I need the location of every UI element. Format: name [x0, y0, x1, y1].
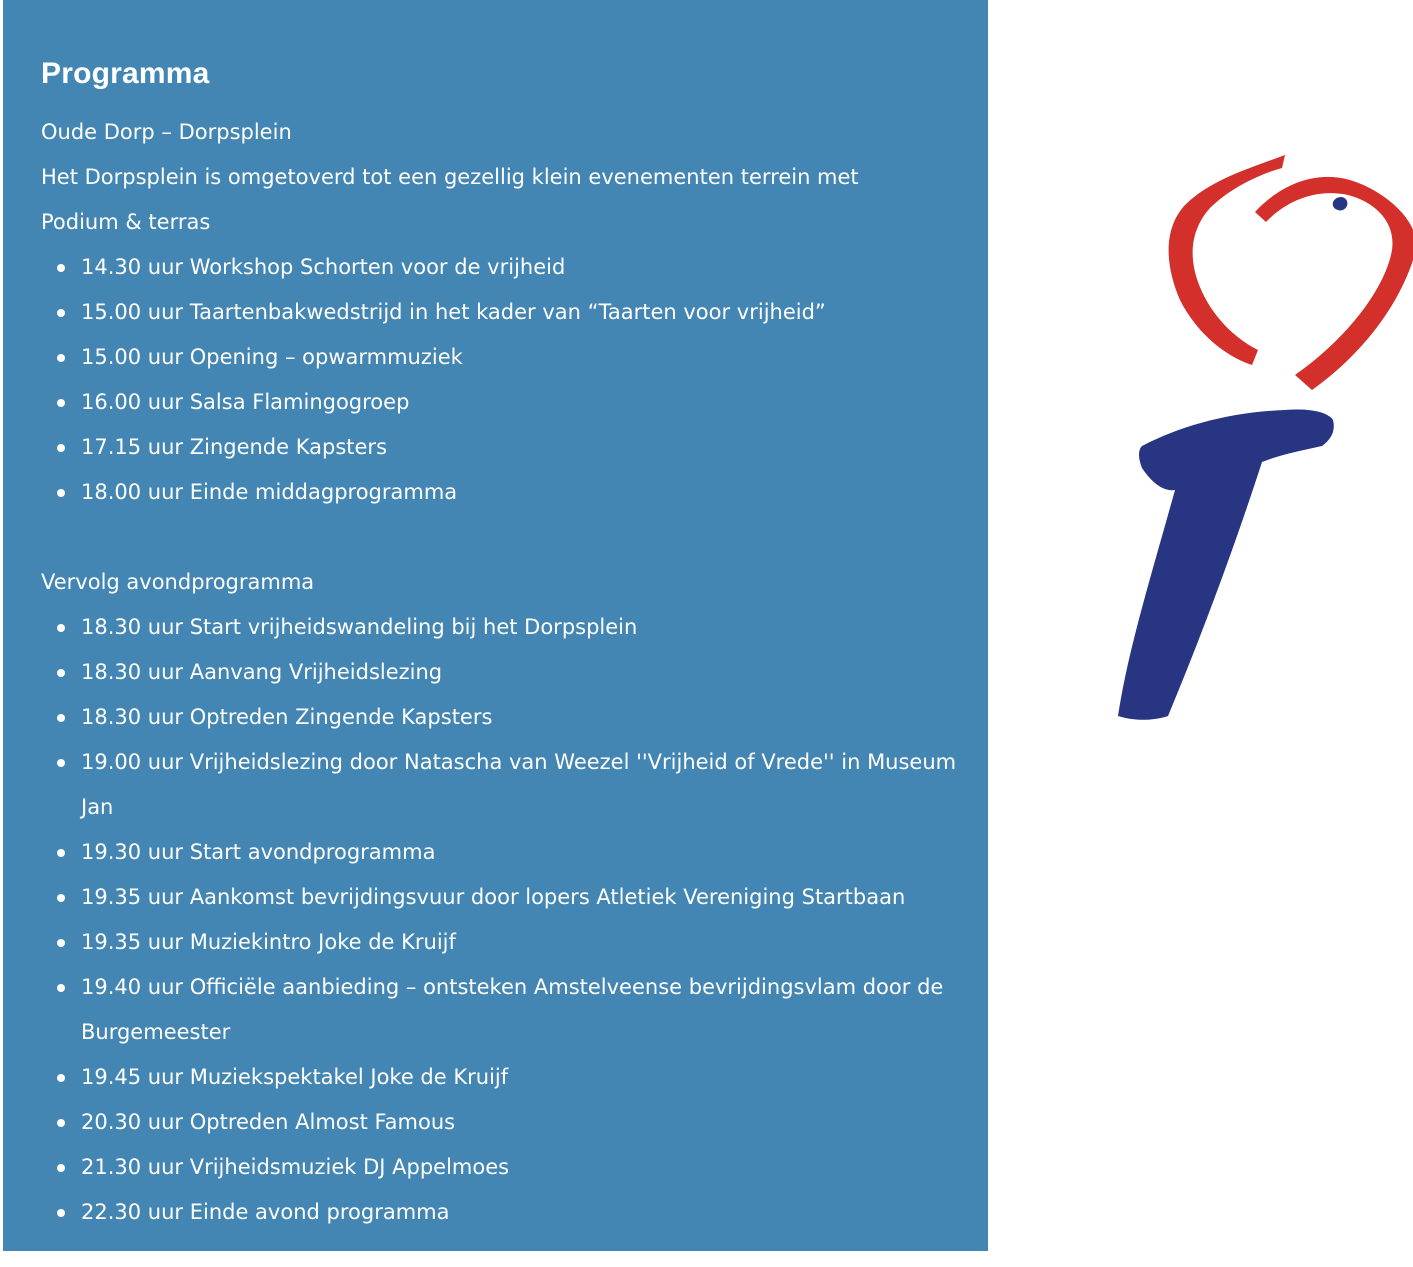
torch-handle [1118, 409, 1334, 719]
program-item: 19.35 uur Muziekintro Joke de Kruijf [41, 920, 961, 965]
program-item: 17.15 uur Zingende Kapsters [41, 425, 961, 470]
intro-text-line-1: Het Dorpsplein is omgetoverd tot een gezellig klein evenementen terrein met [41, 165, 859, 189]
program-item: 18.30 uur Optreden Zingende Kapsters [41, 695, 961, 740]
program-item: 16.00 uur Salsa Flamingogroep [41, 380, 961, 425]
program-item: 15.00 uur Opening – opwarmmuziek [41, 335, 961, 380]
program-item: 19.30 uur Start avondprogramma [41, 830, 961, 875]
program-item: 18.00 uur Einde middagprogramma [41, 470, 961, 515]
evening-heading: Vervolg avondprogramma [41, 570, 315, 594]
program-item: 19.45 uur Muziekspektakel Joke de Kruijf [41, 1055, 961, 1100]
flame-right-stroke [1255, 177, 1413, 390]
program-item: 20.30 uur Optreden Almost Famous [41, 1100, 961, 1145]
page-title: Programma [41, 57, 210, 90]
program-item: 19.40 uur Officiële aanbieding – ontsteken Amstelveense bevrijdingsvlam door de Burgemeester [41, 965, 961, 1055]
program-item: 19.00 uur Vrijheidslezing door Natascha van Weezel ''Vrijheid of Vrede'' in Museum Jan [41, 740, 961, 830]
program-item: 18.30 uur Aanvang Vrijheidslezing [41, 650, 961, 695]
program-item: 18.30 uur Start vrijheidswandeling bij het Dorpsplein [41, 605, 961, 650]
location-text: Oude Dorp – Dorpsplein [41, 120, 292, 144]
evening-program-list [41, 605, 988, 1235]
afternoon-program-list [41, 245, 988, 515]
program-item: 14.30 uur Workshop Schorten voor de vrijheid [41, 245, 961, 290]
section-spacer [41, 515, 988, 560]
flame-dot [1333, 197, 1348, 210]
program-item: 19.35 uur Aankomst bevrijdingsvuur door lopers Atletiek Vereniging Startbaan [41, 875, 961, 920]
flame-left-stroke [1169, 155, 1285, 365]
freedom-torch-icon [1100, 150, 1413, 730]
program-item: 21.30 uur Vrijheidsmuziek DJ Appelmoes [41, 1145, 961, 1190]
program-item: 15.00 uur Taartenbakwedstrijd in het kader van “Taarten voor vrijheid” [41, 290, 961, 335]
program-item: 22.30 uur Einde avond programma [41, 1190, 961, 1235]
intro-text-line-2: Podium & terras [41, 210, 211, 234]
program-panel [3, 0, 988, 1251]
